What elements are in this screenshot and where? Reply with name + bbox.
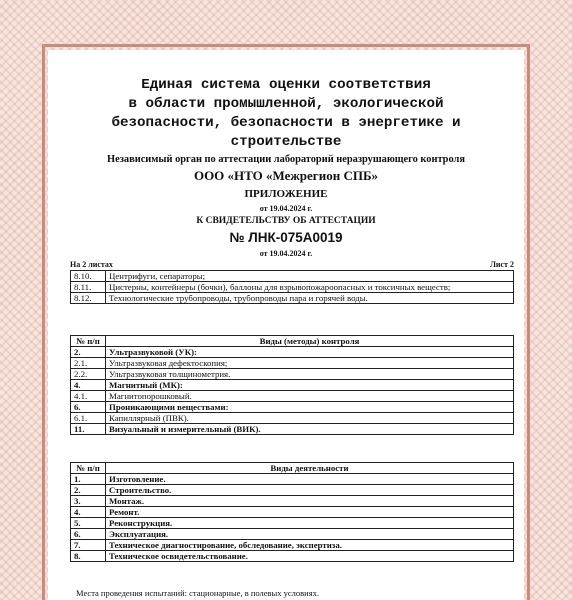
row-text: Ультразвуковая толщинометрия. [106,369,514,380]
row-number: 5. [71,518,106,529]
row-number: 11. [71,424,106,435]
row-number: 8.12. [71,293,106,304]
row-text: Проникающими веществами: [106,402,514,413]
row-number: 8.10. [71,271,106,282]
row-text: Капиллярный (ПВК). [106,413,514,424]
row-number: 6. [71,529,106,540]
row-number: 3. [71,496,106,507]
certificate-date: от 19.04.2024 г. [259,249,313,258]
title-line: в области промышленной, экологической [128,96,444,112]
row-number: 4. [71,380,106,391]
table-row [71,424,514,435]
table-row [71,496,514,507]
row-text: Технологические трубопроводы, трубопроводы пара и горячей воды. [106,293,514,304]
row-text: Визуальный и измерительный (ВИК). [106,424,514,435]
row-text: Изготовление. [106,474,514,485]
row-number: 6.1. [71,413,106,424]
table-header-row [71,336,514,347]
row-text: Монтаж. [106,496,514,507]
table-row [71,391,514,402]
row-text: Магнитный (МК): [106,380,514,391]
table-row [71,402,514,413]
row-number: 1. [71,474,106,485]
company-name: ООО «НТО «Межрегион СПБ» [193,168,379,183]
row-number: 2. [71,347,106,358]
row-text: Эксплуатация. [106,529,514,540]
row-number: 8. [71,551,106,562]
objects-table [70,270,514,304]
row-number: 2. [71,485,106,496]
row-text: Техническое освидетельствование. [106,551,514,562]
title-line: строительстве [230,134,342,150]
row-number: 7. [71,540,106,551]
table-row [71,271,514,282]
document-title [48,76,524,152]
header-number: № п/п [71,463,106,474]
table-row [71,293,514,304]
table-row [71,380,514,391]
row-text: Реконструкция. [106,518,514,529]
header-title: Виды деятельности [106,463,514,474]
table-header-row [71,463,514,474]
organization-name: Независимый орган по аттестации лабораторий неразрушающего контроля [107,154,465,165]
appendix-date: от 19.04.2024 г. [259,204,313,213]
row-number: 4. [71,507,106,518]
row-number: 6. [71,402,106,413]
table-row [71,369,514,380]
row-text: Ремонт. [106,507,514,518]
certificate-number: № ЛНК-075А0019 [229,230,343,245]
row-text: Техническое диагностирование, обследование, экспертиза. [106,540,514,551]
header-title: Виды (методы) контроля [106,336,514,347]
appendix-title: ПРИЛОЖЕНИЕ [244,188,328,200]
activities-table [70,462,514,562]
row-number: 2.2. [71,369,106,380]
document-page [48,50,524,600]
table-row [71,529,514,540]
table-row [71,551,514,562]
table-row [71,347,514,358]
row-text: Строительство. [106,485,514,496]
table-row [71,485,514,496]
row-text: Цистерны, контейнеры (бочки), баллоны для взрывопожароопасных и токсичных веществ; [106,282,514,293]
row-number: 8.11. [71,282,106,293]
test-places: Места проведения испытаний: стационарные, в полевых условиях. [76,588,319,598]
header-number: № п/п [71,336,106,347]
title-line: безопасности, безопасности в энергетике и [111,115,461,131]
table-row [71,413,514,424]
row-number: 2.1. [71,358,106,369]
table-row [71,358,514,369]
sheet-number: Лист 2 [489,260,514,269]
table-row [71,474,514,485]
table-row [71,282,514,293]
sheets-total: На 2 листах [70,260,113,269]
certificate-label: К СВИДЕТЕЛЬСТВУ ОБ АТТЕСТАЦИИ [196,216,376,226]
row-text: Ультразвуковая дефектоскопия; [106,358,514,369]
row-number: 4.1. [71,391,106,402]
control-methods-table [70,335,514,435]
row-text: Ультразвуковой (УК): [106,347,514,358]
row-text: Центрифуги, сепараторы; [106,271,514,282]
table-row [71,518,514,529]
table-row [71,540,514,551]
table-row [71,507,514,518]
row-text: Магнитопорошковый. [106,391,514,402]
title-line: Единая система оценки соответствия [141,77,431,93]
